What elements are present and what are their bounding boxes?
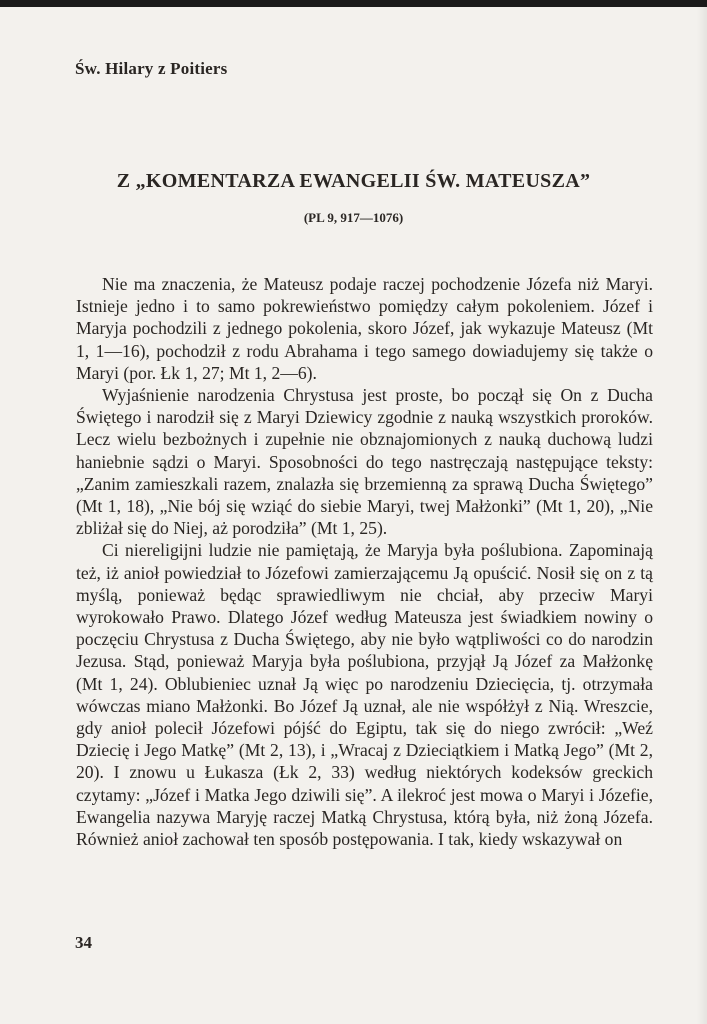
source-reference: (PL 9, 917—1076) — [303, 210, 404, 225]
running-head: Św. Hilary z Poitiers — [75, 59, 228, 78]
paragraph: Nie ma znaczenia, że Mateusz podaje raczej pochodzenie Józefa niż Maryi. Istnieje jedno i to samo pokrewieństwo pomiędzy całym pokoleniem. Józef i Maryja pochodzili z jednego pokolenia, skoro Józef, jak wykazuje Mateusz (Mt 1, 1—16), pochodził z rodu Abrahama i tego samego dowiadujemy się także o Maryi (por. Łk 1, 27; Mt 1, 2—6). — [76, 274, 653, 383]
chapter-title: Z „KOMENTARZA EWANGELII ŚW. MATEUSZA” — [116, 170, 591, 192]
page-number: 34 — [75, 933, 92, 952]
body-text — [76, 273, 653, 850]
scan-right-edge — [697, 0, 707, 1024]
scan-top-border — [0, 0, 707, 7]
paragraph: Ci niereligijni ludzie nie pamiętają, że Maryja była poślubiona. Zapominają też, iż anioł powiedział to Józefowi zamierzającemu Ją opuścić. Nosił się on z tą myślą, ponieważ będąc sprawiedliwym nie chciał, aby przeciw Maryi wyrokowało Prawo. Dlatego Józef według Mateusza jest świadkiem nowiny o poczęciu Chrystusa z Ducha Świętego, aby nie było wątpliwości co do narodzin Jezusa. Stąd, ponieważ Maryja była poślubiona, przyjął Ją Józef za Małżonkę (Mt 1, 24). Oblubieniec uznał Ją więc po narodzeniu Dziecięcia, tj. otrzymała wówczas miano Małżonki. Bo Józef Ją uznał, ale nie współżył z Nią. Wreszcie, gdy anioł polecił Józefowi pójść do Egiptu, tak się do niego zwrócił: „Weź Dziecię i Jego Matkę” (Mt 2, 13), i „Wracaj z Dzieciątkiem i Matką Jego” (Mt 2, 20). I znowu u Łukasza (Łk 2, 33) według niektórych kodeksów greckich czytamy: „Józef i Matka Jego dziwili się”. A ilekroć jest mowa o Maryi i Józefie, Ewangelia nazywa Maryję raczej Matką Chrystusa, którą była, niż żoną Józefa. Również anioł zachował ten sposób postępowania. I tak, kiedy wskazywał on — [76, 540, 653, 850]
paragraph: Wyjaśnienie narodzenia Chrystusa jest proste, bo począł się On z Ducha Świętego i narodził się z Maryi Dziewicy zgodnie z nauką wszystkich proroków. Lecz wielu bezbożnych i zupełnie nie obznajomionych z nauką duchową ludzi haniebnie sądzi o Maryi. Sposobności do tego nastręczają następujące teksty: „Zanim zamieszkali razem, znalazła się brzemienną za sprawą Ducha Świętego” (Mt 1, 18), „Nie bój się wziąć do siebie Maryi, twej Małżonki” (Mt 1, 20), „Nie zbliżał się do Niej, aż porodziła” (Mt 1, 25). — [76, 385, 653, 539]
